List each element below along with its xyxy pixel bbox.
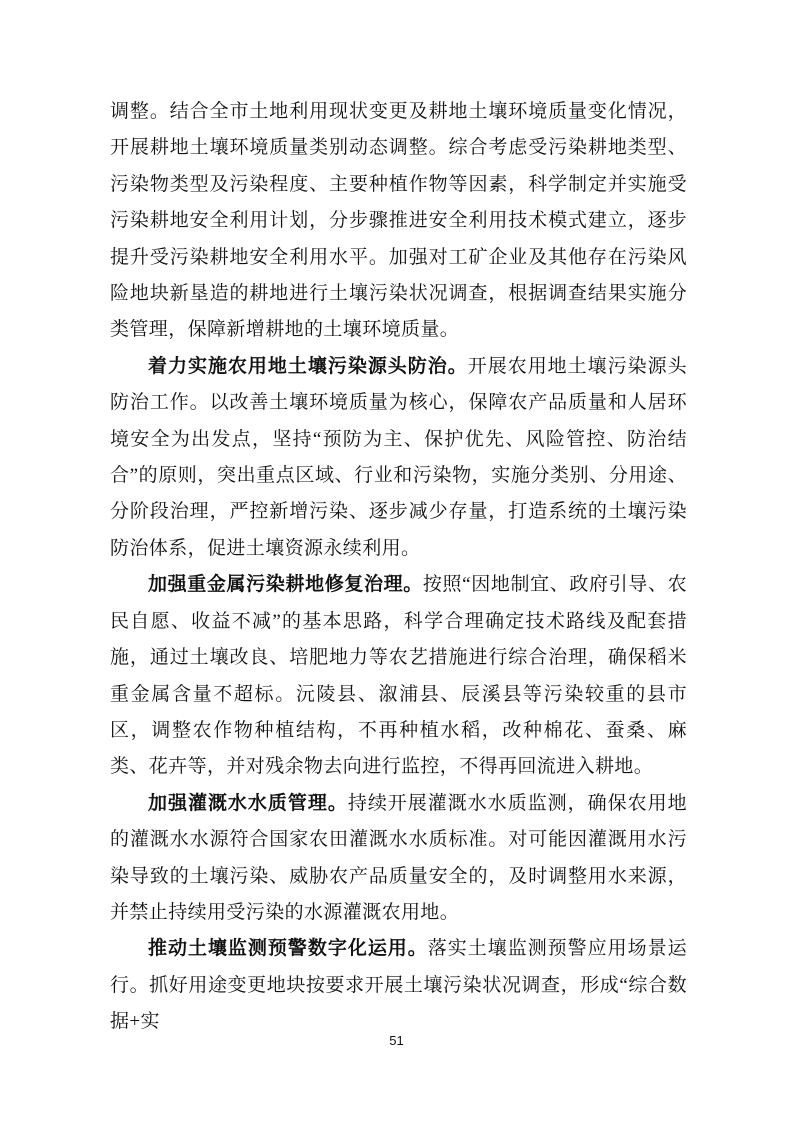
- paragraph-lead-heading: 推动土壤监测预警数字化运用。: [148, 938, 428, 960]
- paragraph-lead-heading: 加强重金属污染耕地修复治理。: [148, 574, 423, 596]
- paragraph-lead-heading: 加强灌溉水水质管理。: [148, 792, 348, 814]
- paragraph: 推动土壤监测预警数字化运用。落实土壤监测预警应用场景运行。抓好用途变更地块按要求开展土壤污染状况调查，形成“综合数据+实: [110, 938, 687, 1033]
- paragraph: 加强灌溉水水质管理。持续开展灌溉水水质监测，确保农用地的灌溉水水源符合国家农田灌溉水水质标准。对可能因灌溉用水污染导致的土壤污染、威胁农产品质量安全的，及时调整用水来源，并禁止持续用受污染的水源灌溉农用地。: [110, 792, 687, 923]
- paragraph-lead-heading: 着力实施农用地土壤污染源头防治。: [148, 355, 468, 377]
- paragraph: 调整。结合全市土地利用现状变更及耕地土壤环境质量变化情况，开展耕地土壤环境质量类别动态调整。综合考虑受污染耕地类型、污染物类型及污染程度、主要种植作物等因素，科学制定并实施受污染耕地安全利用计划，分步骤推进安全利用技术模式建立，逐步提升受污染耕地安全利用水平。加强对工矿企业及其他存在污染风险地块新垦造的耕地进行土壤污染状况调查，根据调查结果实施分类管理，保障新增耕地的土壤环境质量。: [110, 101, 687, 341]
- page-number: 51: [389, 1033, 404, 1048]
- paragraph: 加强重金属污染耕地修复治理。按照“因地制宜、政府引导、农民自愿、收益不减”的基本思路，科学合理确定技术路线及配套措施，通过土壤改良、培肥地力等农艺措施进行综合治理，确保稻米重金属含量不超标。沅陵县、溆浦县、辰溪县等污染较重的县市区，调整农作物种植结构，不再种植水稻，改种棉花、蚕桑、麻类、花卉等，并对残余物去向进行监控，不得再回流进入耕地。: [110, 574, 687, 778]
- paragraph: 着力实施农用地土壤污染源头防治。开展农用地土壤污染源头防治工作。以改善土壤环境质量为核心，保障农产品质量和人居环境安全为出发点，坚持“预防为主、保护优先、风险管控、防治结合”的原则，突出重点区域、行业和污染物，实施分类别、分用途、分阶段治理，严控新增污染、逐步减少存量，打造系统的土壤污染防治体系，促进土壤资源永续利用。: [110, 355, 687, 559]
- document-text-block: [110, 94, 687, 1041]
